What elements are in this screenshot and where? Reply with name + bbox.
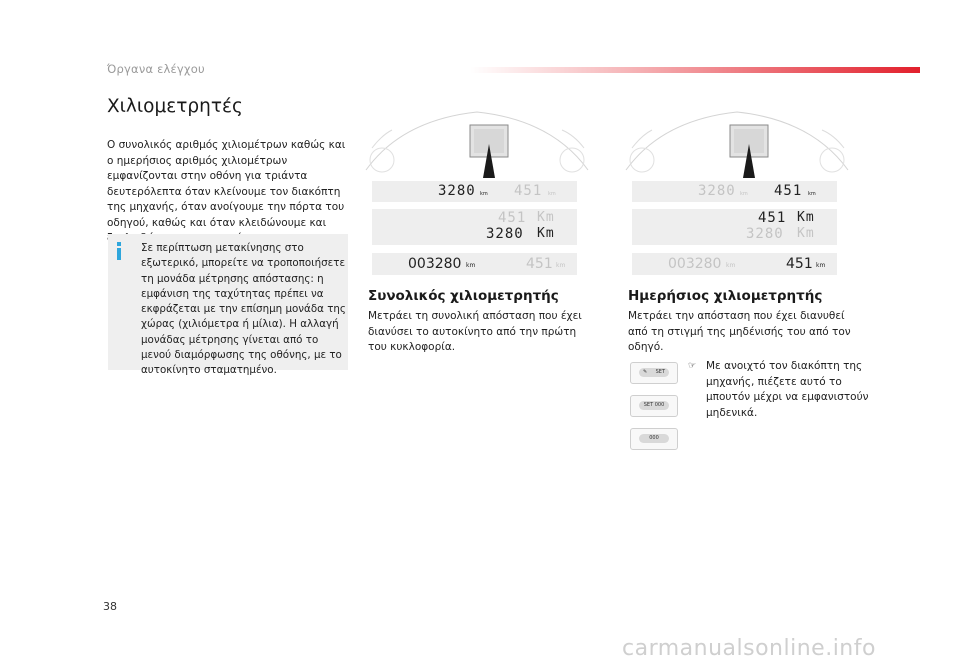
display-total-mode-1 <box>372 181 577 202</box>
total-km-padded-value: 003280 <box>668 256 722 272</box>
unit-label: km <box>548 191 556 197</box>
unit-label: km <box>466 262 476 269</box>
info-icon <box>116 242 122 260</box>
display-total-mode-2 <box>372 209 577 245</box>
trip-km-value: 451 <box>514 183 543 199</box>
zeros-label: 000 <box>649 435 659 441</box>
unit-label: Km <box>537 210 555 225</box>
unit-label: km <box>808 191 816 197</box>
trip-odometer-text: Μετράει την απόσταση που έχει διανυθεί από τη στιγμή της μηδένισής του από τον οδηγό. <box>628 310 851 353</box>
total-km-value: 3280 <box>746 226 784 242</box>
unit-label: km <box>740 191 748 197</box>
total-km-padded-value: 003280 <box>408 256 462 272</box>
note-text: Σε περίπτωση μετακίνησης στο εξωτερικό, μπορείτε να τροποποιήσετε τη μονάδα μέτρησης απόστασης: η εμφάνιση της ταχύτητας πρέπει να εκφράζεται με την επίσημη μονάδα της χώρας (χιλιόμετρα ή μίλια). Η αλλαγή μονάδας μέτρησης γίνεται από το μενού διαμόρφωσης της οθόνης, με το αυτοκίνητο σταματημένο. <box>141 242 346 377</box>
set-label: SET <box>655 369 665 375</box>
unit-label: Km <box>797 210 815 225</box>
total-km-value: 3280 <box>438 183 476 199</box>
trip-km-value: 451 <box>758 210 787 226</box>
total-km-value: 3280 <box>698 183 736 199</box>
intro-paragraph: Ο συνολικός αριθμός χιλιομέτρων καθώς και ο ημερήσιος αριθμός χιλιομέτρων εμφανίζονται στην οθόνη για τριάντα δευτερόλεπτα όταν κλείνουμε τον διακόπτη της μηχανής, όταν ανοίγουμε την πόρτα του οδηγού, καθώς και όταν κλειδώνουμε και <box>107 139 346 229</box>
watermark: carmanualsonline.info <box>622 636 876 661</box>
display-trip-mode-3 <box>632 253 837 275</box>
unit-label: km <box>816 262 826 269</box>
zeros-label: 000 <box>654 402 665 408</box>
trip-km-value: 451 <box>526 256 553 272</box>
instrument-cluster-illustration-trip <box>622 100 852 190</box>
display-trip-mode-1 <box>632 181 837 202</box>
trip-km-value: 451 <box>498 210 527 226</box>
unit-label: km <box>480 191 488 197</box>
page-number: 38 <box>103 600 117 613</box>
set-button-illustration <box>630 362 678 384</box>
set-000-button-illustration <box>630 395 678 417</box>
display-trip-mode-2 <box>632 209 837 245</box>
page-title: Χιλιομετρητές <box>107 96 243 117</box>
header-accent-bar <box>470 67 920 73</box>
set-label: SET <box>643 402 654 408</box>
trip-km-value: 451 <box>774 183 803 199</box>
unit-label: km <box>726 262 736 269</box>
total-odometer-heading: Συνολικός χιλιομετρητής <box>368 288 559 304</box>
unit-label: km <box>556 262 566 269</box>
zero-button-illustration <box>630 428 678 450</box>
total-km-value: 3280 <box>486 226 524 242</box>
display-total-mode-3 <box>372 253 577 275</box>
bullet-icon: ☞ <box>688 361 697 371</box>
wrench-icon: ✎ <box>643 369 648 375</box>
trip-odometer-heading: Ημερήσιος χιλιομετρητής <box>628 288 823 304</box>
trip-km-value: 451 <box>786 256 813 272</box>
unit-label: Km <box>797 226 815 241</box>
instrument-cluster-illustration-total <box>362 100 592 190</box>
unit-label: Km <box>537 226 555 241</box>
section-label: Όργανα ελέγχου <box>107 62 205 76</box>
total-odometer-text: Μετράει τη συνολική απόσταση που έχει διανύσει το αυτοκίνητο από την πρώτη του κυκλοφορία. <box>368 310 582 353</box>
reset-instruction: Με ανοιχτό τον διακόπτη της μηχανής, πιέζετε αυτό το μπουτόν μέχρι να εμφανιστούν μηδενικά. <box>706 360 869 419</box>
